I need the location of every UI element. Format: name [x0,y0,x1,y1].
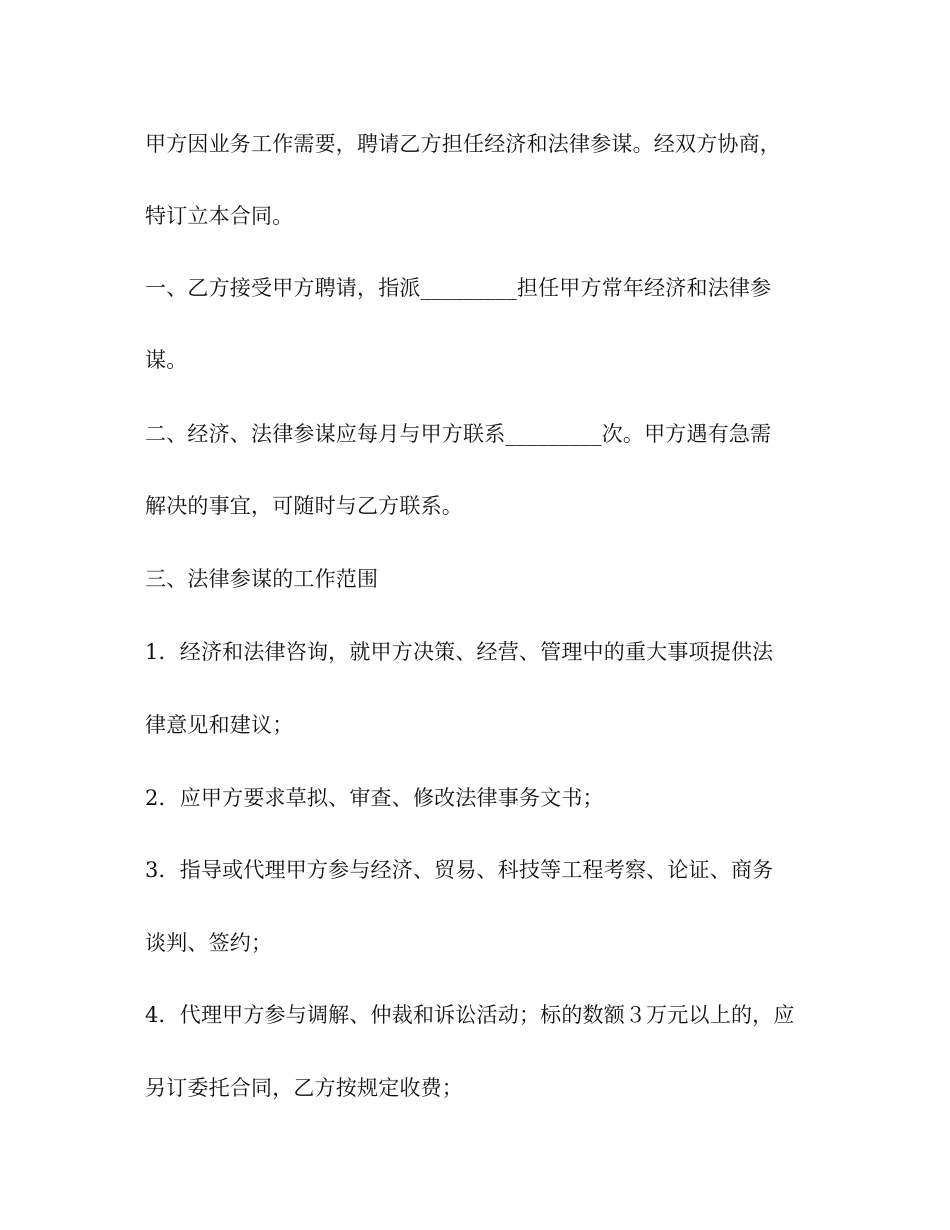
paragraph-line: 特订立本合同。 [145,204,294,228]
list-item-continuation: 律意见和建议； [145,713,294,737]
list-item: 4．代理甲方参与调解、仲裁和诉讼活动；标的数额３万元以上的，应 [145,1003,795,1027]
list-item-continuation: 谈判、签约； [145,931,273,955]
paragraph-line: 甲方因业务工作需要，聘请乙方担任经济和法律参谋。经双方协商， [145,132,781,156]
paragraph-line: 一、乙方接受甲方聘请，指派_________担任甲方常年经济和法律参 [145,276,772,300]
paragraph-line: 谋。 [145,348,188,372]
list-item: 1．经济和法律咨询，就甲方决策、经营、管理中的重大事项提供法 [145,640,774,664]
list-item: 2．应甲方要求草拟、审查、修改法律事务文书； [145,786,604,810]
list-item: 3．指导或代理甲方参与经济、贸易、科技等工程考察、论证、商务 [145,858,774,882]
paragraph-line: 解决的事宜，可随时与乙方联系。 [145,494,463,518]
section-heading: 三、法律参谋的工作范围 [145,567,379,591]
paragraph-line: 二、经济、法律参谋应每月与甲方联系_________次。甲方遇有急需 [145,422,772,446]
list-item-continuation: 另订委托合同，乙方按规定收费； [145,1076,463,1100]
